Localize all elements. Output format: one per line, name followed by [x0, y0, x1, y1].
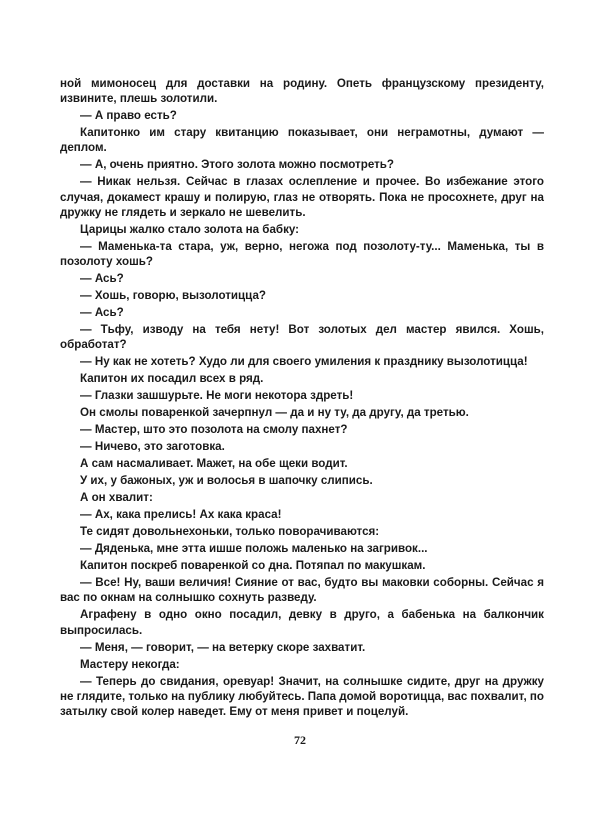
text-paragraph: А сам насмаливает. Мажет, на обе щеки водит. — [80, 457, 348, 471]
text-paragraph: — Ах, кака прелись! Ах кака краса! — [80, 508, 282, 522]
text-paragraph: — Мастер, што это позолота на смолу пахнет? — [80, 423, 348, 437]
text-paragraph: Он смолы поваренкой зачерпнул — да и ну ту, да другу, да третью. — [80, 406, 469, 420]
text-paragraph: — Маменька-та стара, уж, верно, негожа под позолоту-ту... Маменька, ты в позолоту хошь? — [60, 239, 544, 269]
text-paragraph: Капитон поскреб поваренкой со дна. Потяпал по макушкам. — [80, 559, 426, 573]
text-paragraph: — Дяденька, мне этта ишше положь маленько на загривок... — [80, 542, 428, 556]
text-paragraph: — Ась? — [80, 272, 124, 286]
text-paragraph: ной мимоносец для доставки на родину. Опеть французскому президенту, извините, плешь золотили. — [60, 77, 544, 106]
text-paragraph: — Все! Ну, ваши величия! Сияние от вас, будто вы маковки соборны. Сейчас я вас по окнам на солнышко сохнуть разведу. — [60, 576, 544, 605]
text-paragraph: Те сидят довольнехоньки, только поворачиваются: — [80, 525, 380, 539]
text-paragraph: Капитон их посадил всех в ряд. — [80, 372, 264, 386]
text-paragraph: — Меня, — говорит, — на ветерку скоре захватит. — [80, 640, 366, 654]
text-paragraph: — Теперь до свидания, оревуар! Значит, на солнышке сидите, друг на дружку не глядите, только на публику любуйтесь. Папа домой воротицца, вас похвалит, по затылку свой колер наведет. Ему от меня привет и поцелуй. — [60, 674, 545, 719]
text-paragraph: Мастеру некогда: — [80, 657, 180, 671]
text-paragraph: Капитонко им стару квитанцию показывает, они неграмотны, думают — деплом. — [60, 126, 544, 155]
text-paragraph: — Ну как не хотеть? Худо ли для своего умиления к празднику вызолотицца! — [80, 355, 528, 369]
text-paragraph: — Глазки зашшурьте. Не моги некотора здреть! — [80, 389, 354, 403]
text-paragraph: У их, у бажоных, уж и волосья в шапочку слипись. — [80, 474, 373, 488]
text-paragraph: — Хошь, говорю, вызолотицца? — [80, 289, 266, 303]
text-paragraph: — Ничево, это заготовка. — [80, 440, 225, 454]
page-text-body — [60, 76, 544, 721]
text-paragraph: Царицы жалко стало золота на бабку: — [80, 222, 300, 236]
text-paragraph: — Тьфу, изводу на тебя нету! Вот золотых дел мастер явился. Хошь, обработат? — [60, 323, 544, 352]
text-paragraph: — А, очень приятно. Этого золота можно посмотреть? — [80, 158, 395, 172]
text-paragraph: — Никак нельзя. Сейчас в глазах ослепление и прочее. Во избежание этого случая, докамест крашу и полирую, глаз не отворять. Пока не просохнете, друг на дружку не глядеть и зеркало не шевелить. — [60, 175, 544, 219]
text-paragraph: — А право есть? — [80, 109, 177, 123]
text-paragraph: Аграфену в одно окно посадил, девку в друго, а бабенька на балкончик выпросилась. — [60, 608, 544, 637]
text-paragraph: А он хвалит: — [80, 491, 153, 505]
page-number: 72 — [294, 733, 306, 747]
text-paragraph: — Ась? — [80, 306, 124, 320]
